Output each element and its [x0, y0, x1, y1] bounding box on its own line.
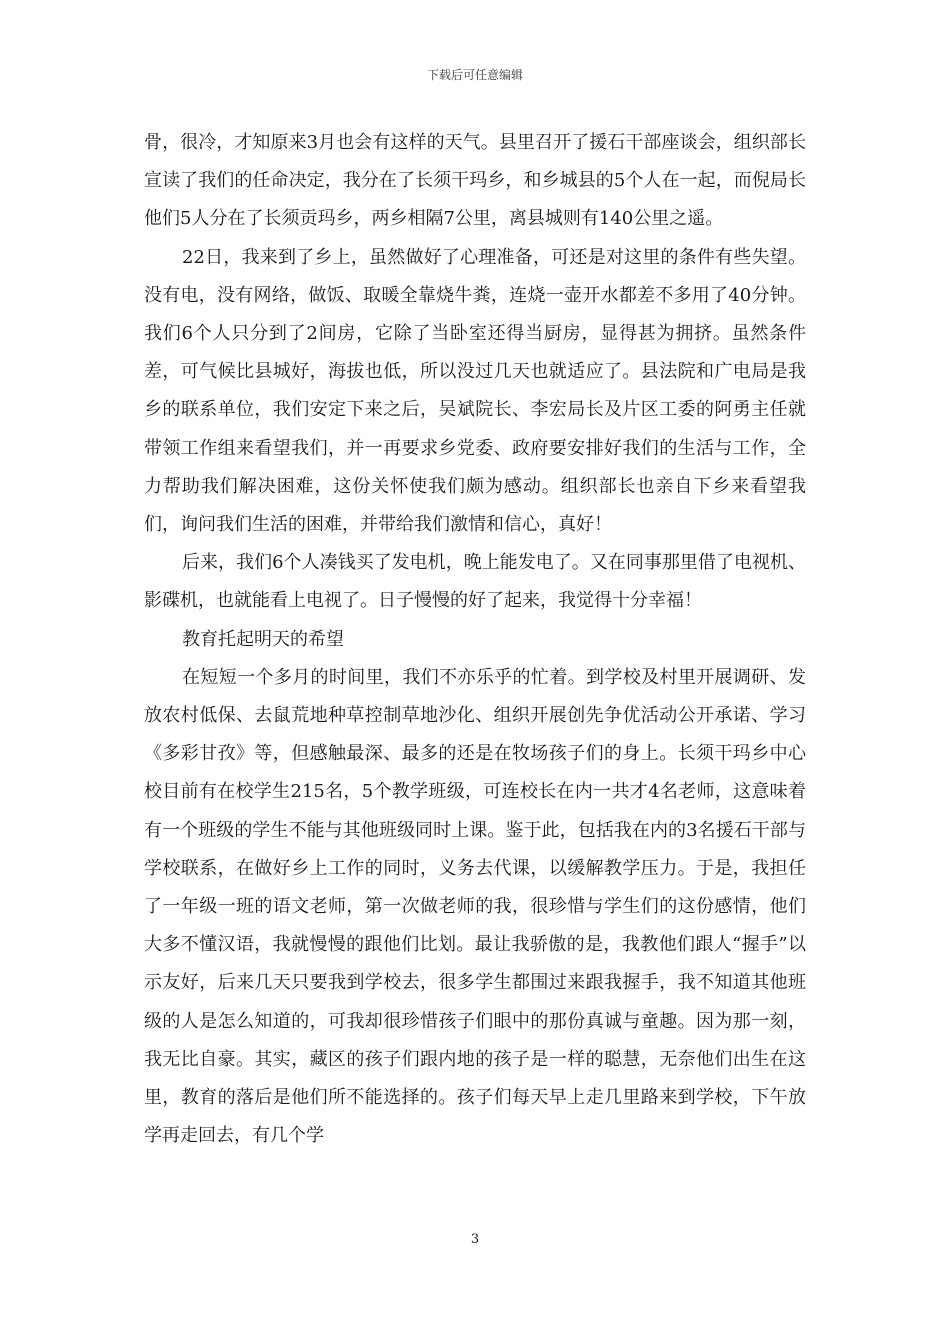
page-number: 3	[470, 1232, 480, 1247]
paragraph-4: 在短短一个多月的时间里，我们不亦乐乎的忙着。到学校及村里开展调研、发放农村低保、去鼠荒地种草控制草地沙化、组织开展创先争优活动公开承诺、学习《多彩甘孜》等，但感触最深、最多的还是在牧场孩子们的身上。长须干玛乡中心校目前有在校学生215名，5个教学班级，可连校长在内一共才4名老师，这意味着有一个班级的学生不能与其他班级同时上课。鉴于此，包括我在内的3名援石干部与学校联系，在做好乡上工作的同时，义务去代课，以缓解教学压力。于是，我担任了一年级一班的语文老师，第一次做老师的我，很珍惜与学生们的这份感情，他们大多不懂汉语，我就慢慢的跟他们比划。最让我骄傲的是，我教他们跟人“握手”以示友好，后来几天只要我到学校去，很多学生都围过来跟我握手，我不知道其他班级的人是怎么知道的，可我却很珍惜孩子们眼中的那份真诚与童趣。因为那一刻，我无比自豪。其实，藏区的孩子们跟内地的孩子是一样的聪慧，无奈他们出生在这里，教育的落后是他们所不能选择的。孩子们每天早上走几里路来到学校，下午放学再走回去，有几个学	[144, 666, 806, 1147]
section-heading: 教育托起明天的希望	[182, 628, 344, 650]
paragraph-1: 骨，很冷，才知原来3月也会有这样的天气。县里召开了援石干部座谈会，组织部长宣读了我们的任命决定，我分在了长须干玛乡，和乡城县的5个人在一起，而倪局长他们5人分在了长须贡玛乡，两乡相隔7公里，离县城则有140公里之遥。	[144, 132, 806, 230]
paragraph-3: 后来，我们6个人凑钱买了发电机，晚上能发电了。又在同事那里借了电视机、影碟机，也就能看上电视了。日子慢慢的好了起来，我觉得十分幸福！	[144, 552, 806, 612]
paragraph-2: 22日，我来到了乡上，虽然做好了心理准备，可还是对这里的条件有些失望。没有电，没有网络，做饭、取暖全靠烧牛粪，连烧一壶开水都差不多用了40分钟。我们6个人只分到了2间房，它除了当卧室还得当厨房，显得甚为拥挤。虽然条件差，可气候比县城好，海拔也低，所以没过几天也就适应了。县法院和广电局是我乡的联系单位，我们安定下来之后，吴斌院长、李宏局长及片区工委的阿勇主任就带领工作组来看望我们，并一再要求乡党委、政府要安排好我们的生活与工作，全力帮助我们解决困难，这份关怀使我们颇为感动。组织部长也亲自下乡来看望我们，询问我们生活的困难，并带给我们激情和信心，真好！	[144, 246, 806, 536]
document-body	[144, 124, 806, 1155]
page-header: 下载后可任意编辑	[426, 68, 523, 82]
